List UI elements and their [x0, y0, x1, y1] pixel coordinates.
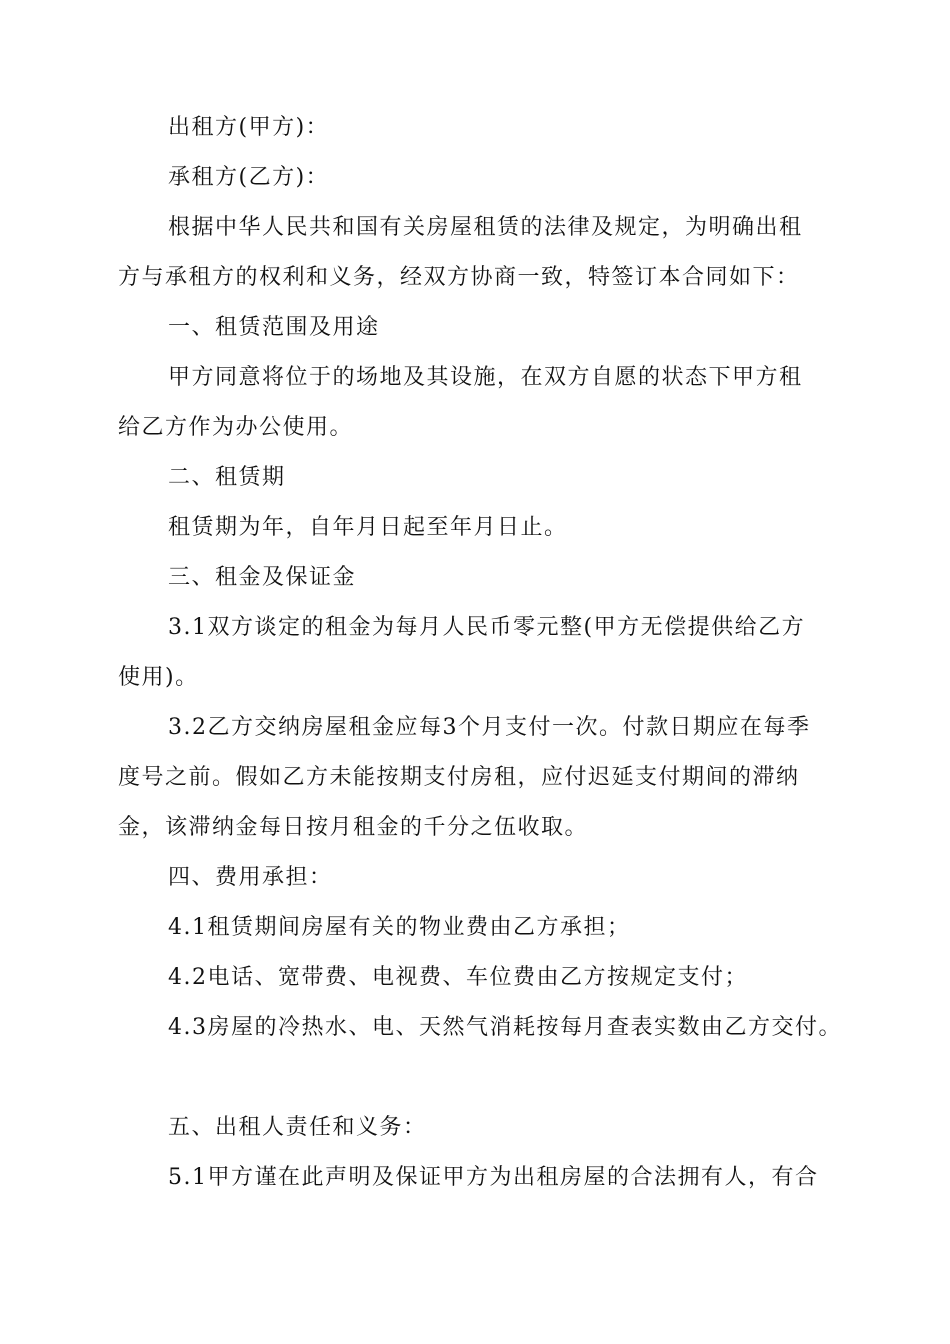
section-4-heading: 四、费用承担： [168, 865, 333, 890]
section-3-heading: 三、租金及保证金 [168, 565, 357, 590]
lessor-line: 出租方(甲方)： [168, 115, 330, 140]
clause-3-1-line-1: 3.1双方谈定的租金为每月人民币零元整(甲方无偿提供给乙方 [168, 615, 806, 640]
clause-4-2: 4.2电话、宽带费、电视费、车位费由乙方按规定支付； [168, 965, 748, 990]
lessee-line: 承租方(乙方)： [168, 165, 330, 190]
preamble-line-1: 根据中华人民共和国有关房屋租赁的法律及规定，为明确出租 [168, 215, 803, 240]
clause-4-1: 4.1租赁期间房屋有关的物业费由乙方承担； [168, 915, 631, 940]
clause-4-3: 4.3房屋的冷热水、电、天然气消耗按每月查表实数由乙方交付。 [168, 1015, 842, 1040]
section-1-heading: 一、租赁范围及用途 [168, 315, 380, 340]
clause-3-2-line-3: 金，该滞纳金每日按月租金的千分之伍收取。 [118, 815, 589, 840]
section-1-text-line-1: 甲方同意将位于的场地及其设施，在双方自愿的状态下甲方租 [168, 365, 803, 390]
section-1-text-line-2: 给乙方作为办公使用。 [118, 415, 354, 440]
clause-3-2-line-1: 3.2乙方交纳房屋租金应每3个月支付一次。付款日期应在每季 [168, 715, 811, 740]
preamble-line-2: 方与承租方的权利和义务，经双方协商一致，特签订本合同如下： [118, 265, 800, 290]
section-2-heading: 二、租赁期 [168, 465, 286, 490]
section-5-heading: 五、出租人责任和义务： [168, 1115, 427, 1140]
clause-5-1-line-1: 5.1甲方谨在此声明及保证甲方为出租房屋的合法拥有人，有合 [168, 1165, 819, 1190]
clause-3-1-line-2: 使用)。 [118, 665, 199, 690]
section-2-text: 租赁期为年，自年月日起至年月日止。 [168, 515, 568, 540]
clause-3-2-line-2: 度号之前。假如乙方未能按期支付房租，应付迟延支付期间的滞纳 [118, 765, 800, 790]
